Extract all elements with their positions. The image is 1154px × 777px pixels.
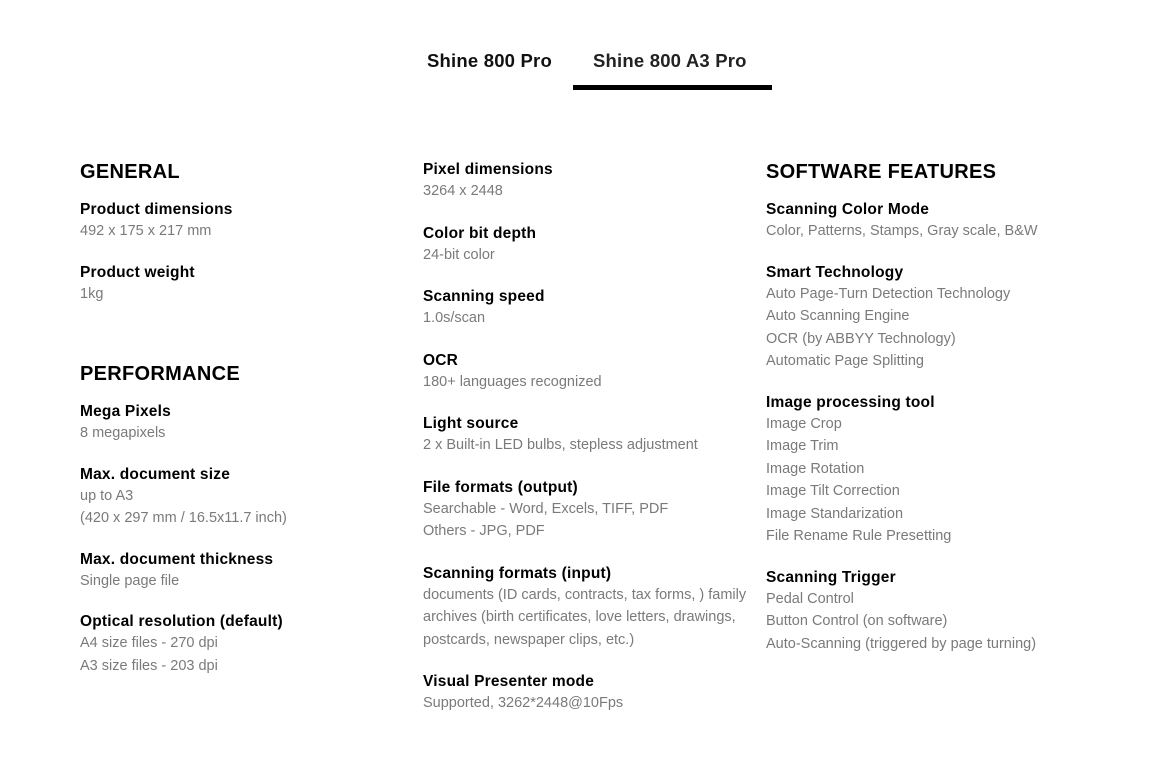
- spec-value: Auto-Scanning (triggered by page turning): [766, 635, 1037, 652]
- spec-value: 3264 x 2448: [423, 183, 503, 199]
- spec-value: Color, Patterns, Stamps, Gray scale, B&W: [766, 223, 1038, 239]
- spec-value: Searchable - Word, Excels, TIFF, PDF: [423, 500, 669, 517]
- spec-group-product-dimensions: [80, 200, 410, 243]
- spec-label: Scanning speed: [423, 288, 545, 305]
- specs-column-technical: [423, 160, 758, 736]
- spec-value: A4 size files - 270 dpi: [80, 635, 218, 651]
- spec-value: 2 x Built-in LED bulbs, stepless adjustment: [423, 437, 698, 453]
- spec-value: 8 megapixels: [80, 425, 166, 441]
- spec-value: Button Control (on software): [766, 613, 948, 629]
- spec-value: Automatic Page Splitting: [766, 353, 924, 369]
- spec-group-scanning-trigger: [766, 568, 1066, 656]
- section-title-performance: PERFORMANCE: [80, 363, 240, 385]
- spec-group-light-source: [423, 414, 758, 457]
- spec-label: Product weight: [80, 263, 195, 281]
- specs-column-general-performance: [80, 160, 410, 697]
- spec-label: Product dimensions: [80, 201, 233, 218]
- spec-label: Color bit depth: [423, 224, 537, 242]
- spec-value: 1.0s/scan: [423, 310, 486, 326]
- spec-value: (420 x 297 mm / 16.5x11.7 inch): [80, 510, 287, 526]
- spec-group-optical-resolution-default: [80, 612, 410, 677]
- spec-label: Mega Pixels: [80, 403, 171, 420]
- spec-value: 24-bit color: [423, 246, 495, 263]
- spec-value: File Rename Rule Presetting: [766, 528, 952, 544]
- spec-value: Single page file: [80, 572, 180, 589]
- spec-group-scanning-formats-input: [423, 564, 758, 652]
- spec-value: Auto Scanning Engine: [766, 308, 910, 324]
- spec-group-max-document-thickness: [80, 550, 410, 593]
- active-tab-indicator: [573, 85, 772, 90]
- spec-group-scanning-color-mode: [766, 200, 1066, 243]
- spec-value: documents (ID cards, contracts, tax forms, ) family: [423, 586, 747, 603]
- spec-value: Supported, 3262*2448@10Fps: [423, 695, 624, 711]
- spec-label: Image processing tool: [766, 393, 935, 411]
- spec-value: 180+ languages recognized: [423, 373, 602, 390]
- spec-label: Light source: [423, 415, 519, 432]
- specs-column-software-features: [766, 160, 1066, 675]
- spec-value: postcards, newspaper clips, etc.): [423, 631, 635, 648]
- section-title-general: GENERAL: [80, 161, 180, 183]
- spec-label: Max. document size: [80, 465, 231, 483]
- tab-shine-800-a3-pro[interactable]: Shine 800 A3 Pro: [593, 50, 747, 71]
- spec-value: Image Standarization: [766, 505, 904, 522]
- spec-value: Pedal Control: [766, 590, 854, 607]
- spec-group-file-formats-output: [423, 478, 758, 543]
- spec-value: A3 size files - 203 dpi: [80, 657, 218, 674]
- spec-label: Visual Presenter mode: [423, 673, 595, 690]
- spec-group-max-document-size: [80, 465, 410, 530]
- spec-group-product-weight: [80, 263, 410, 306]
- spec-value: Image Trim: [766, 438, 839, 454]
- spec-label: Optical resolution (default): [80, 613, 283, 630]
- spec-group-pixel-dimensions: [423, 160, 758, 203]
- spec-group-mega-pixels: [80, 402, 410, 445]
- section-title-software-features: SOFTWARE FEATURES: [766, 161, 997, 183]
- spec-value: Image Tilt Correction: [766, 483, 900, 499]
- spec-value: OCR (by ABBYY Technology): [766, 330, 956, 347]
- spec-group-scanning-speed: [423, 287, 758, 330]
- spec-value: 492 x 175 x 217 mm: [80, 223, 212, 239]
- spec-value: Image Rotation: [766, 460, 865, 477]
- spec-group-visual-presenter-mode: [423, 672, 758, 715]
- spec-group-color-bit-depth: [423, 224, 758, 267]
- spec-value: Auto Page-Turn Detection Technology: [766, 285, 1011, 302]
- spec-label: Smart Technology: [766, 263, 904, 281]
- spec-label: Pixel dimensions: [423, 161, 553, 178]
- spec-label: File formats (output): [423, 478, 578, 496]
- tab-shine-800-pro[interactable]: Shine 800 Pro: [427, 50, 552, 71]
- spec-label: OCR: [423, 351, 459, 369]
- spec-label: Max. document thickness: [80, 550, 274, 568]
- spec-value: Others - JPG, PDF: [423, 523, 545, 539]
- spec-label: Scanning Trigger: [766, 568, 896, 586]
- spec-value: archives (birth certificates, love letters, drawings,: [423, 609, 736, 625]
- spec-label: Scanning formats (input): [423, 564, 612, 582]
- product-tabs: [0, 0, 1154, 100]
- spec-label: Scanning Color Mode: [766, 201, 930, 218]
- spec-value: up to A3: [80, 487, 134, 504]
- spec-value: 1kg: [80, 285, 104, 302]
- spec-group-ocr: [423, 351, 758, 394]
- spec-group-image-processing-tool: [766, 393, 1066, 548]
- spec-value: Image Crop: [766, 415, 842, 432]
- spec-group-smart-technology: [766, 263, 1066, 373]
